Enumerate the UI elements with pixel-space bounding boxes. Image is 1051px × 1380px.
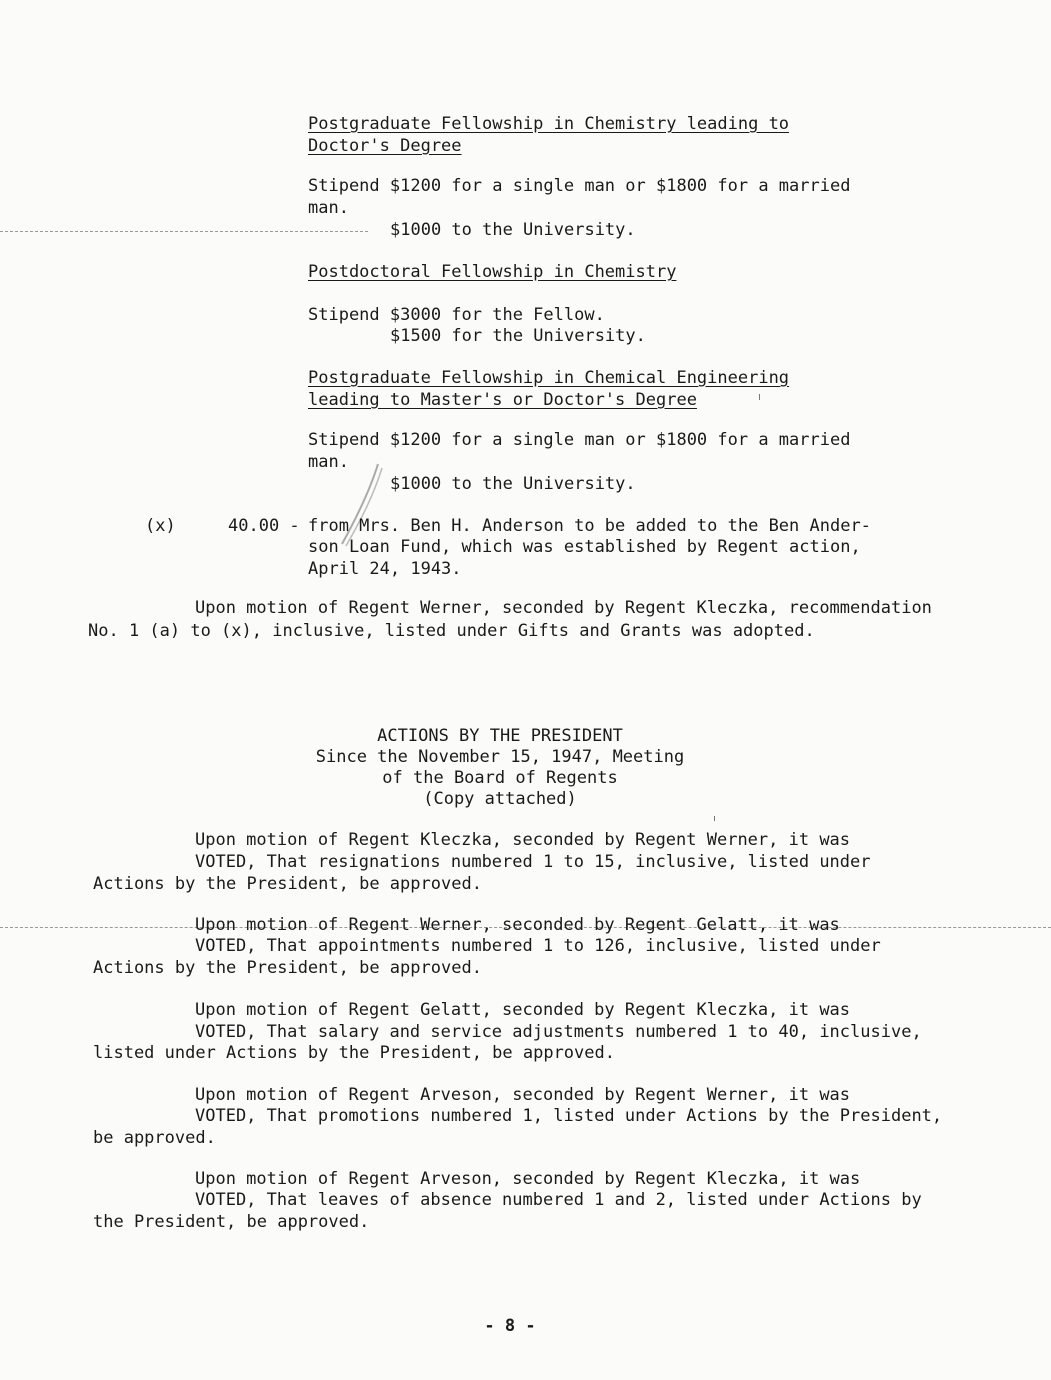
- fellowship-1-title-line2: Doctor's Degree: [308, 136, 462, 156]
- fellowship-2-title-line1: Postdoctoral Fellowship in Chemistry: [308, 262, 677, 282]
- section-subheading-1: Since the November 15, 1947, Meeting: [315, 747, 685, 767]
- gift-x-line2: son Loan Fund, which was established by Regent action,: [308, 537, 861, 557]
- gift-x-amount: 40.00 -: [228, 516, 300, 536]
- gift-x-line1: from Mrs. Ben H. Anderson to be added to the Ben Ander-: [308, 516, 871, 536]
- section-heading: ACTIONS BY THE PRESIDENT: [377, 726, 623, 746]
- fellowship-3-stipend-line1: Stipend $1200 for a single man or $1800 for a married: [308, 430, 851, 450]
- stray-mark: [759, 394, 760, 400]
- motion-3-line2: VOTED, That salary and service adjustments numbered 1 to 40, inclusive,: [195, 1022, 922, 1042]
- motion-3-line1: Upon motion of Regent Gelatt, seconded by Regent Kleczka, it was: [195, 1000, 851, 1020]
- motion-5-line2: VOTED, That leaves of absence numbered 1 and 2, listed under Actions by: [195, 1190, 922, 1210]
- stray-mark: [714, 816, 715, 821]
- motion-1-line3: Actions by the President, be approved.: [93, 874, 482, 894]
- gift-x-line3: April 24, 1943.: [308, 559, 462, 579]
- stray-dashed-line: [0, 231, 368, 232]
- fellowship-1-stipend-line3: $1000 to the University.: [390, 220, 636, 240]
- fellowship-2-stipend-line1: Stipend $3000 for the Fellow.: [308, 305, 605, 325]
- motion-4-line2: VOTED, That promotions numbered 1, listed under Actions by the President,: [195, 1106, 943, 1126]
- section-subheading-3: (Copy attached): [423, 789, 577, 809]
- motion-1-line1: Upon motion of Regent Kleczka, seconded by Regent Werner, it was: [195, 830, 851, 850]
- motion-2-line2: VOTED, That appointments numbered 1 to 126, inclusive, listed under: [195, 936, 881, 956]
- motion-1-line2: VOTED, That resignations numbered 1 to 15, inclusive, listed under: [195, 852, 871, 872]
- motion-4-line1: Upon motion of Regent Arveson, seconded by Regent Werner, it was: [195, 1085, 851, 1105]
- gift-x-label: (x): [145, 516, 176, 536]
- page-number: - 8 -: [484, 1316, 536, 1336]
- gifts-motion-line1: Upon motion of Regent Werner, seconded by Regent Kleczka, recommendation: [195, 598, 932, 618]
- fellowship-2-stipend-line2: $1500 for the University.: [390, 326, 646, 346]
- motion-5-line3: the President, be approved.: [93, 1212, 370, 1232]
- motion-5-line1: Upon motion of Regent Arveson, seconded by Regent Kleczka, it was: [195, 1169, 861, 1189]
- fellowship-3-stipend-line2: man.: [308, 452, 349, 472]
- gifts-motion-line2: No. 1 (a) to (x), inclusive, listed under Gifts and Grants was adopted.: [88, 621, 815, 641]
- fellowship-3-stipend-line3: $1000 to the University.: [390, 474, 636, 494]
- fellowship-1-title-line1: Postgraduate Fellowship in Chemistry leading to: [308, 114, 790, 134]
- fellowship-3-title-line1: Postgraduate Fellowship in Chemical Engineering: [308, 368, 790, 388]
- motion-4-line3: be approved.: [93, 1128, 216, 1148]
- fellowship-1-stipend-line1: Stipend $1200 for a single man or $1800 for a married: [308, 176, 851, 196]
- motion-2-line3: Actions by the President, be approved.: [93, 958, 482, 978]
- motion-2-line1: Upon motion of Regent Werner, seconded by Regent Gelatt, it was: [195, 915, 840, 935]
- fellowship-3-title-line2: leading to Master's or Doctor's Degree: [308, 390, 697, 410]
- motion-3-line3: listed under Actions by the President, be approved.: [93, 1043, 615, 1063]
- section-subheading-2: of the Board of Regents: [382, 768, 618, 788]
- fellowship-1-stipend-line2: man.: [308, 198, 349, 218]
